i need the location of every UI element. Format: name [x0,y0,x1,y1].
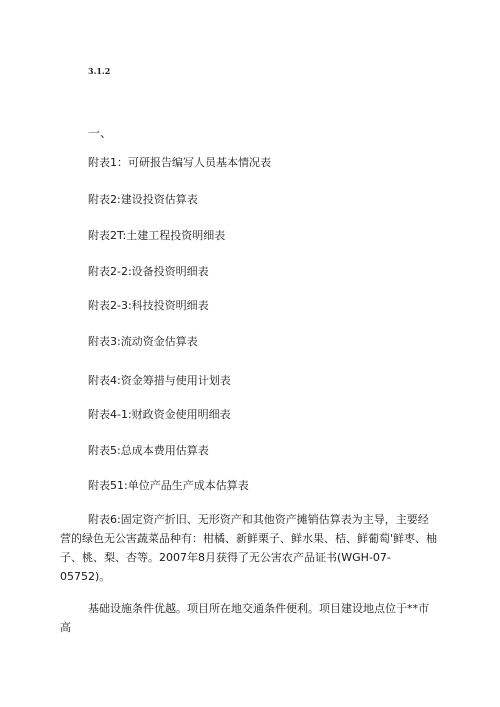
appendix-item: 附表51:单位产品生产成本估算表 [88,479,249,492]
body-paragraph: 附表6:固定资产折旧、无形资产和其他资产摊销估算表为主导，主要经营的绿色无公害蔬菜品种有：柑橘、新鲜栗子、鲜水果、桔、鲜葡萄'鲜枣、柚子、桃、梨、杏等。2007年8月获得了无公害农产品证书(WGH-07-05752)。 [60,513,438,583]
body-paragraph: 基础设施条件优越。项目所在地交通条件便利。项目建设地点位于**市高 [60,602,429,634]
appendix-item: 附表3:流动资金估算表 [88,335,198,348]
section-number: 3.1.2 [88,66,111,76]
appendix-item: 附表2:建设投资估算表 [88,193,198,206]
appendix-item: 附表2-3:科技投资明细表 [88,299,209,312]
appendix-item: 附表4:资金筹措与使用计划表 [88,374,231,387]
appendix-item: 附表1：可研报告编写人员基本情况表 [88,156,271,169]
appendix-item: 附表2-2:设备投资明细表 [88,265,209,278]
section-heading: 一、 [88,126,113,140]
appendix-item: 附表2T:土建工程投资明细表 [88,229,226,242]
appendix-item: 附表4-1:财政资金使用明细表 [88,408,231,421]
appendix-item: 附表5:总成本费用估算表 [88,444,209,457]
